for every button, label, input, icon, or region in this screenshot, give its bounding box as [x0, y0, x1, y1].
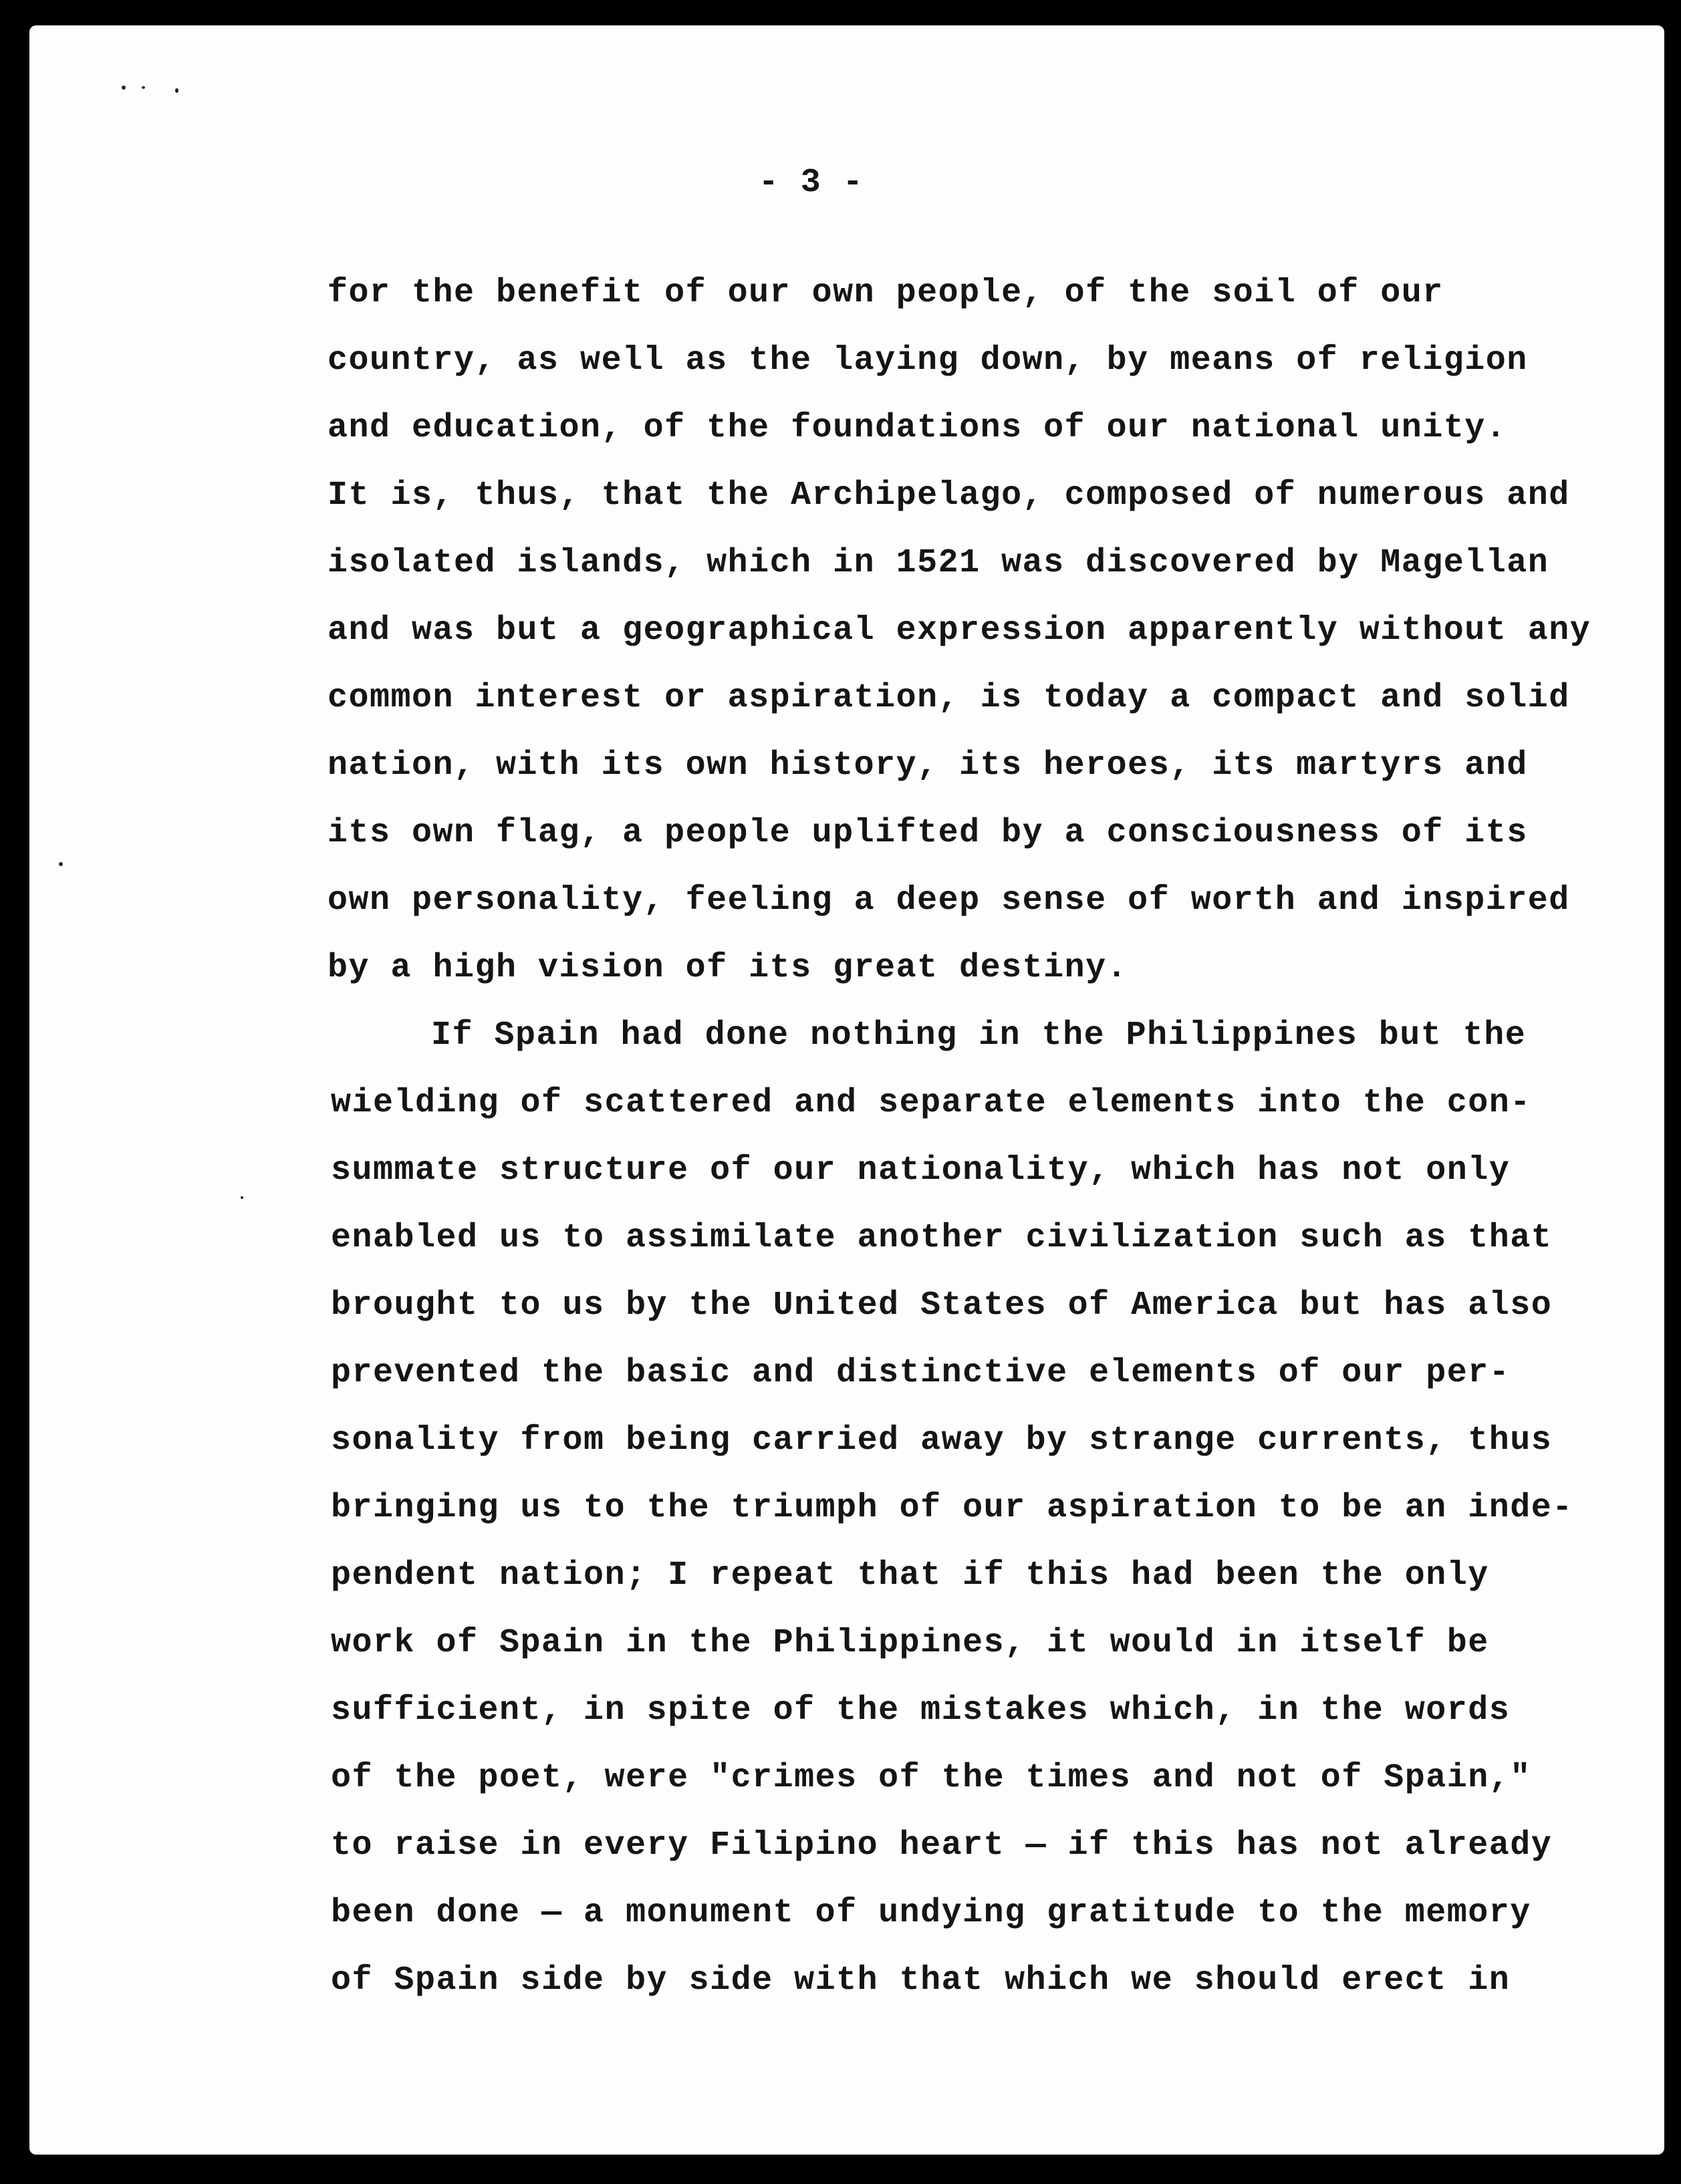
- text-line: its own flag, a people uplifted by a consciousness of its: [328, 814, 1528, 852]
- text-line: enabled us to assimilate another civilization such as that: [331, 1219, 1553, 1257]
- text-line: to raise in every Filipino heart — if this has not already: [331, 1826, 1553, 1865]
- text-line: for the benefit of our own people, of the soil of our: [328, 274, 1444, 312]
- text-line: been done — a monument of undying gratitude to the memory: [331, 1894, 1531, 1932]
- text-line: nation, with its own history, its heroes, its martyrs and: [328, 746, 1528, 785]
- text-line: common interest or aspiration, is today a compact and solid: [328, 679, 1570, 717]
- text-line: sonality from being carried away by strange currents, thus: [331, 1421, 1553, 1460]
- text-line: brought to us by the United States of America but has also: [331, 1286, 1553, 1325]
- ink-speck: [142, 86, 145, 89]
- paragraph-first-line: If Spain had done nothing in the Philippines but the: [431, 1016, 1527, 1055]
- text-line: summate structure of our nationality, which has not only: [331, 1151, 1511, 1190]
- text-line: by a high vision of its great destiny.: [328, 949, 1128, 987]
- text-line: It is, thus, that the Archipelago, composed of numerous and: [328, 476, 1570, 515]
- text-line: isolated islands, which in 1521 was discovered by Magellan: [328, 544, 1549, 582]
- ink-speck: [175, 88, 178, 93]
- text-line: prevented the basic and distinctive elements of our per-: [331, 1354, 1511, 1392]
- text-line: sufficient, in spite of the mistakes which, in the words: [331, 1691, 1511, 1730]
- text-line: bringing us to the triumph of our aspiration to be an inde-: [331, 1489, 1573, 1527]
- text-line: own personality, feeling a deep sense of worth and inspired: [328, 881, 1570, 920]
- text-line: pendent nation; I repeat that if this had been the only: [331, 1556, 1489, 1595]
- text-line: work of Spain in the Philippines, it would in itself be: [331, 1624, 1489, 1662]
- ink-speck: [59, 862, 63, 866]
- text-line: country, as well as the laying down, by means of religion: [328, 342, 1528, 380]
- page-number: - 3 -: [758, 164, 864, 202]
- text-line: of the poet, were "crimes of the times and not of Spain,": [331, 1759, 1531, 1797]
- text-line: of Spain side by side with that which we should erect in: [331, 1961, 1511, 2000]
- ink-speck: [122, 86, 126, 90]
- ink-speck: [241, 1196, 243, 1199]
- text-line: wielding of scattered and separate elements into the con-: [331, 1084, 1531, 1122]
- text-line: and was but a geographical expression apparently without any: [328, 611, 1591, 650]
- text-line: and education, of the foundations of our national unity.: [328, 409, 1507, 447]
